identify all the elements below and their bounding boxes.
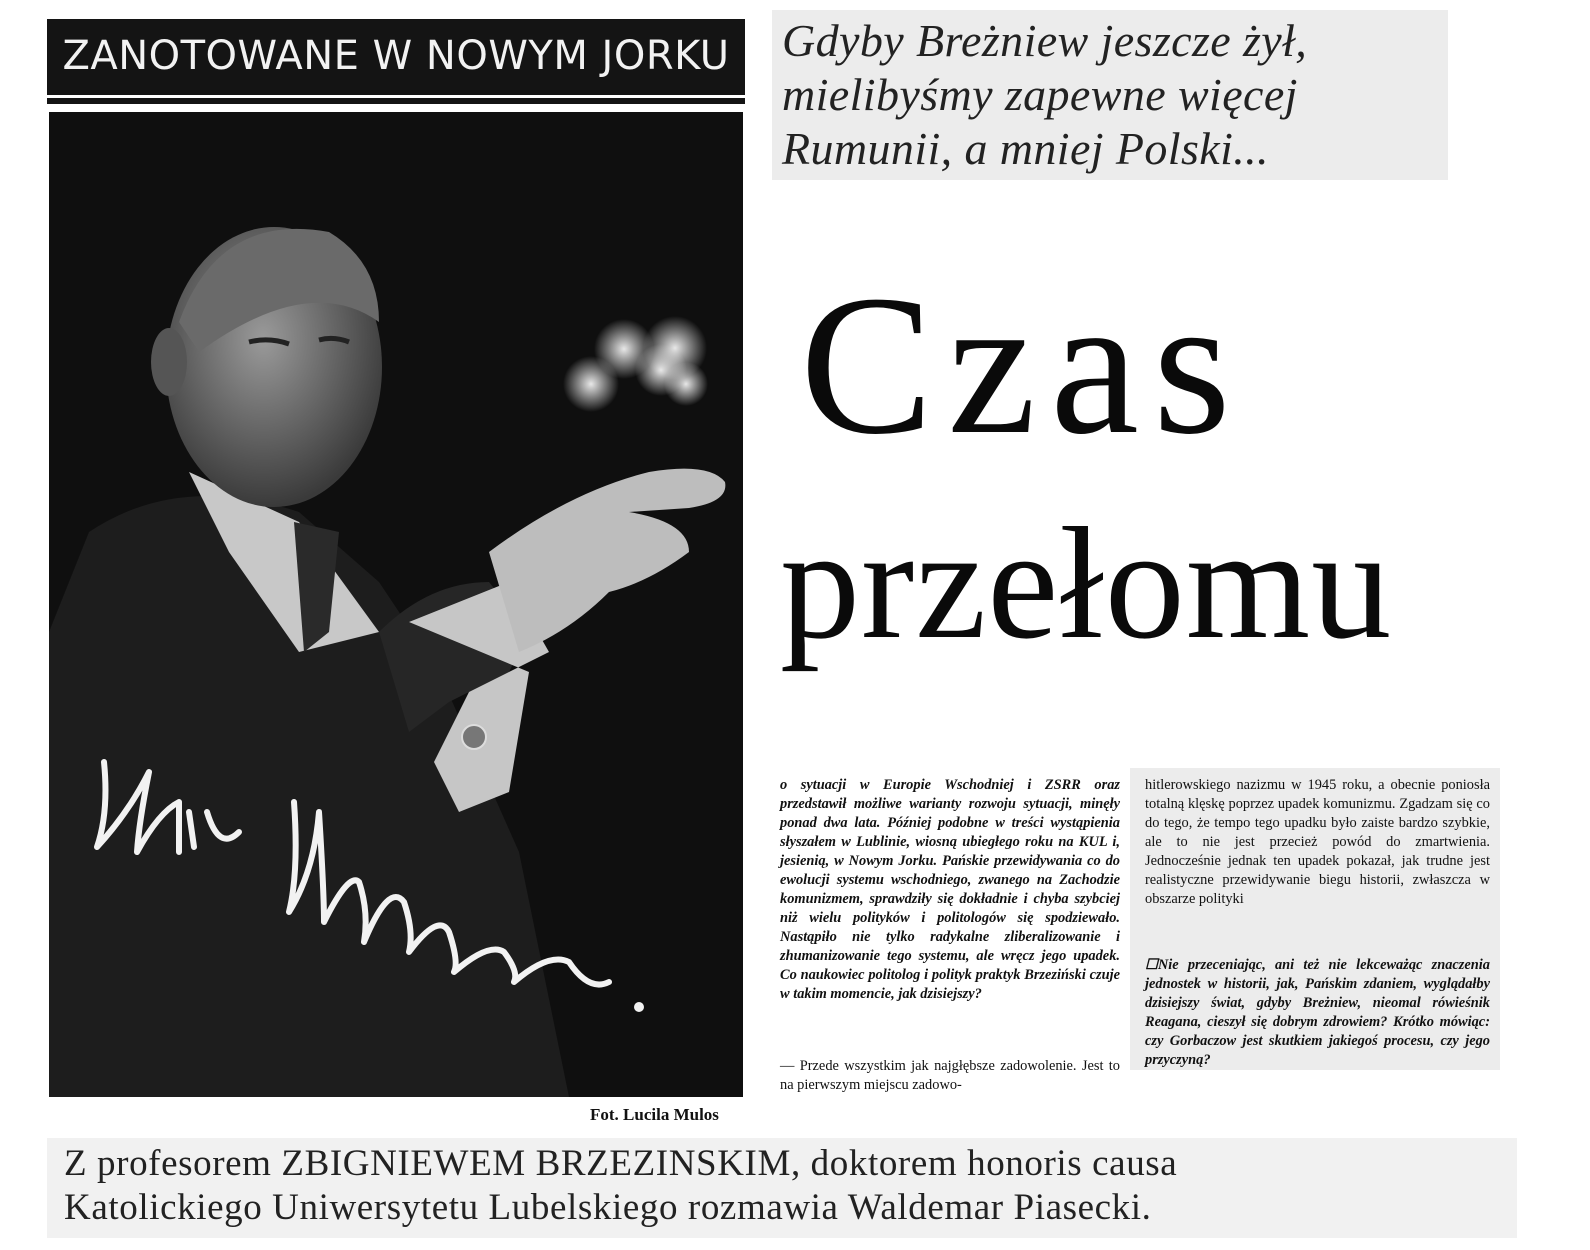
article-column-left-question: [780, 776, 1120, 1004]
headline-line-1: Czas: [800, 255, 1245, 476]
article-column-left-answer: [780, 1057, 1120, 1095]
section-banner: [47, 19, 745, 95]
deck-subheadline: [782, 14, 1442, 176]
answer-continuation-text: hitlerowskiego nazizmu w 1945 roku, a obecnie poniosła totalną klęskę poprzez upadek komunizmu. Zgadzam się co do tego, że tempo tego upadku było zaiste bardzo szybkie, ale to nie jest przecież powód do zmartwienia. Jednocześnie jednak ten upadek pokazał, jak trudne jest realistyczne przewidywanie biegu historii, zwłaszcza w obszarze polityki: [1145, 777, 1490, 907]
intro-line-2: Katolickiego Uniwersytetu Lubelskiego rozmawia Waldemar Piasecki.: [64, 1187, 1152, 1228]
headline-line-2: przełomu: [780, 494, 1393, 672]
portrait-illustration: [49, 112, 743, 1097]
question-2-text: ☐Nie przeceniając, ani też nie lekceważąc znaczenia jednostek w historii, jak, Pańskim zdaniem, wyglądałby dzisiejszy świat, gdyby Breżniew, nieomal rówieśnik Reagana, cieszył się dobrym zdrowiem? Krótko mówiąc: czy Gorbaczow jest skutkiem jakiegoś procesu, czy jego przyczyną?: [1145, 957, 1490, 1068]
photo-credit: Fot. Lucila Mulos: [590, 1105, 719, 1124]
article-column-right-question: [1145, 956, 1490, 1070]
portrait-photo: [49, 112, 743, 1097]
deck-line-2: mielibyśmy zapewne więcej: [782, 69, 1298, 120]
interview-intro: [64, 1142, 1484, 1230]
article-column-right-answer: [1145, 776, 1490, 909]
deck-line-3: Rumunii, a mniej Polski...: [782, 123, 1269, 174]
intro-line-1: Z profesorem ZBIGNIEWEM BRZEZINSKIM, doktorem honoris causa: [64, 1143, 1178, 1184]
question-text: o sytuacji w Europie Wschodniej i ZSRR oraz przedstawił możliwe warianty rozwoju sytuacji, minęły ponad dwa lata. Później podobne w treści wystąpienia słyszałem w Lublinie, wiosną ubiegłego roku na KUL i, jesienią, w Nowym Jorku. Pańskie przewidywania co do ewolucji systemu wschodniego, zwanego na Zachodzie komunizmem, sprawdziły się dokładnie i chyba szybciej niż wielu polityków i politologów się spodziewało. Nastąpiło nie tylko radykalne zliberalizowanie i zhumanizowanie tego systemu, ale wręcz jego upadek. Co naukowiec politolog i polityk praktyk Brzeziński czuje w takim momencie, jak dzisiejszy?: [780, 777, 1120, 1002]
deck-line-1: Gdyby Breżniew jeszcze żył,: [782, 15, 1308, 66]
banner-rule: [47, 98, 745, 104]
section-banner-text: ZANOTOWANE W NOWYM JORKU: [62, 33, 730, 79]
answer-text: — Przede wszystkim jak najgłębsze zadowolenie. Jest to na pierwszym miejscu zadowo-: [780, 1058, 1120, 1093]
